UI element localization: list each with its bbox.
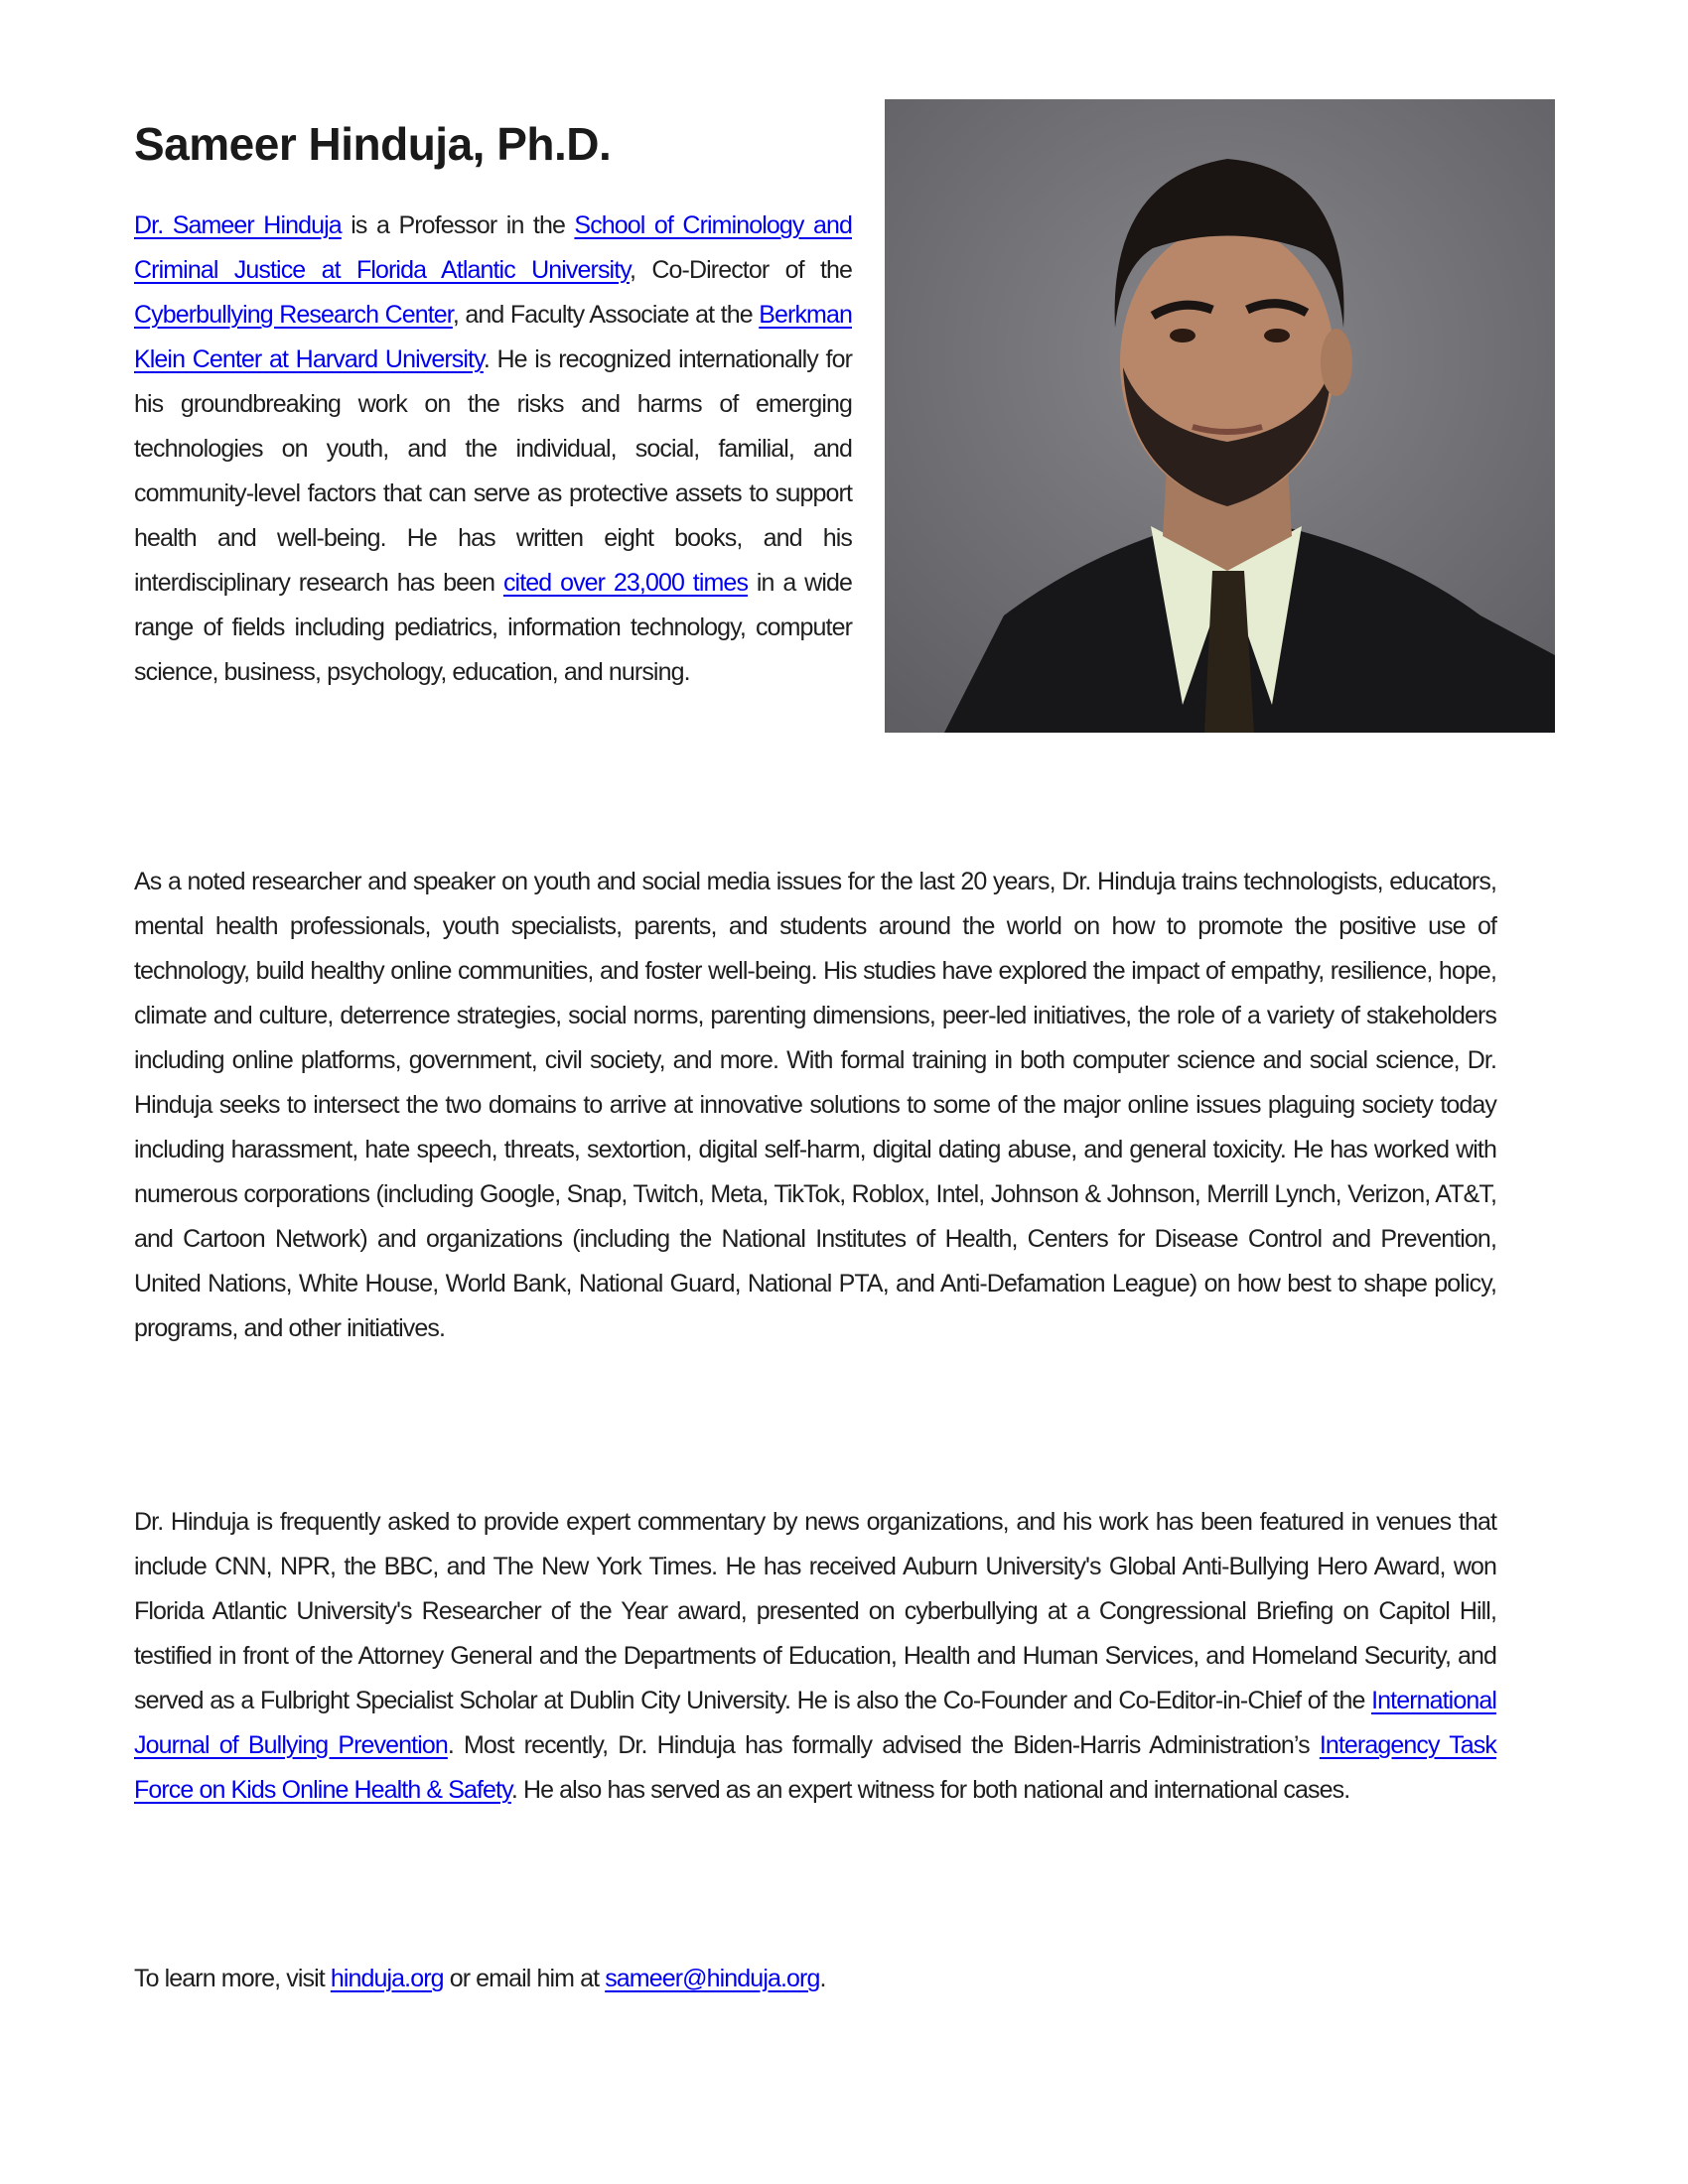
link-cyberbullying-research-center[interactable]: Cyberbullying Research Center [134, 301, 453, 329]
text-segment: in a wide range of fields including pediatrics, information technology, computer science, business, psychology, education, and nursing. [134, 569, 852, 686]
paragraph-text [134, 1957, 1496, 2001]
page-title: Sameer Hinduja, Ph.D. [134, 118, 612, 170]
paragraph-text [134, 1500, 1496, 1813]
text-segment: , and Faculty Associate at the [452, 301, 760, 329]
link-email[interactable]: sameer@hinduja.org [605, 1965, 820, 1992]
link-sameer-hinduja[interactable]: Dr. Sameer Hinduja [134, 211, 342, 239]
link-berkman-klein-center[interactable]: Berkman Klein Center at Harvard University [134, 301, 852, 373]
bio-paragraph-1 [134, 204, 1496, 740]
text-segment: Dr. Hinduja is frequently asked to provide expert commentary by news organizations, and his work has been featured in venues that include CNN, NPR, the BBC, and The New York Times. He has received Auburn University's Global Anti-Bullying Hero Award, won Florida Atlantic University's Researcher of the Year award, presented on cyberbullying at a Congressional Briefing on Capitol Hill, testified in front of the Attorney General and the Departments of Education, Health and Human Services, and Homeland Security, and served as a Fulbright Specialist Scholar at Dublin City University. He is also the Co-Founder and Co-Editor-in-Chief of the [134, 1508, 1496, 1714]
link-hinduja-org[interactable]: hinduja.org [330, 1965, 444, 1992]
link-interagency-task-force[interactable]: Interagency Task Force on Kids Online Health & Safety [134, 1731, 1497, 1804]
text-segment: . Most recently, Dr. Hinduja has formally advised the Biden-Harris Administration’s [447, 1731, 1320, 1759]
link-citations[interactable]: cited over 23,000 times [502, 569, 749, 597]
photo-wrap-spacer [852, 204, 1496, 740]
text-segment: . He also has served as an expert witness for both national and international cases. [510, 1776, 1350, 1804]
contact-paragraph [134, 1957, 1496, 2001]
link-school-criminology-fau[interactable]: School of Criminology and Criminal Justice at Florida Atlantic University [134, 211, 852, 284]
bio-paragraph-2 [134, 860, 1496, 1351]
paragraph-text: As a noted researcher and speaker on youth and social media issues for the last 20 years, Dr. Hinduja trains technologists, educators, mental health professionals, youth specialists, parents, and students around the world on how to promote the positive use of technology, build healthy online communities, and foster well-being. His studies have explored the impact of empathy, resilience, hope, climate and culture, deterrence strategies, social norms, parenting dimensions, peer-led initiatives, the role of a variety of stakeholders including online platforms, government, civil society, and more. With formal training in both computer science and social science, Dr. Hinduja seeks to intersect the two domains to arrive at innovative solutions to some of the major online issues plaguing society today including harassment, hate speech, threats, sextortion, digital self-harm, digital dating abuse, and general toxicity. He has worked with numerous corporations (including Google, Snap, Twitch, Meta, TikTok, Roblox, Intel, Johnson & Johnson, Merrill Lynch, Verizon, AT&T, and Cartoon Network) and organizations (including the National Institutes of Health, Centers for Disease Control and Prevention, United Nations, White House, World Bank, National Guard, National PTA, and Anti-Defamation League) on how best to shape policy, programs, and other initiatives. [134, 868, 1496, 1342]
text-segment: To learn more, visit [134, 1965, 331, 1992]
text-segment: . [819, 1965, 826, 1992]
bio-paragraph-3 [134, 1500, 1496, 1813]
text-segment: is a Professor in the [341, 211, 575, 239]
text-segment: , Co-Director of the [630, 256, 853, 284]
text-segment: or email him at [443, 1965, 606, 1992]
link-international-journal-bullying-prevention[interactable]: International Journal of Bullying Prevention [134, 1687, 1496, 1759]
text-segment: . He is recognized internationally for his groundbreaking work on the risks and harms of emerging technologies on youth, and the individual, social, familial, and community-level factors that can serve as protective assets to support health and well-being. He has written eight books, and his interdisciplinary research has been [134, 345, 852, 597]
bio-intro-wrapped [134, 204, 1496, 695]
